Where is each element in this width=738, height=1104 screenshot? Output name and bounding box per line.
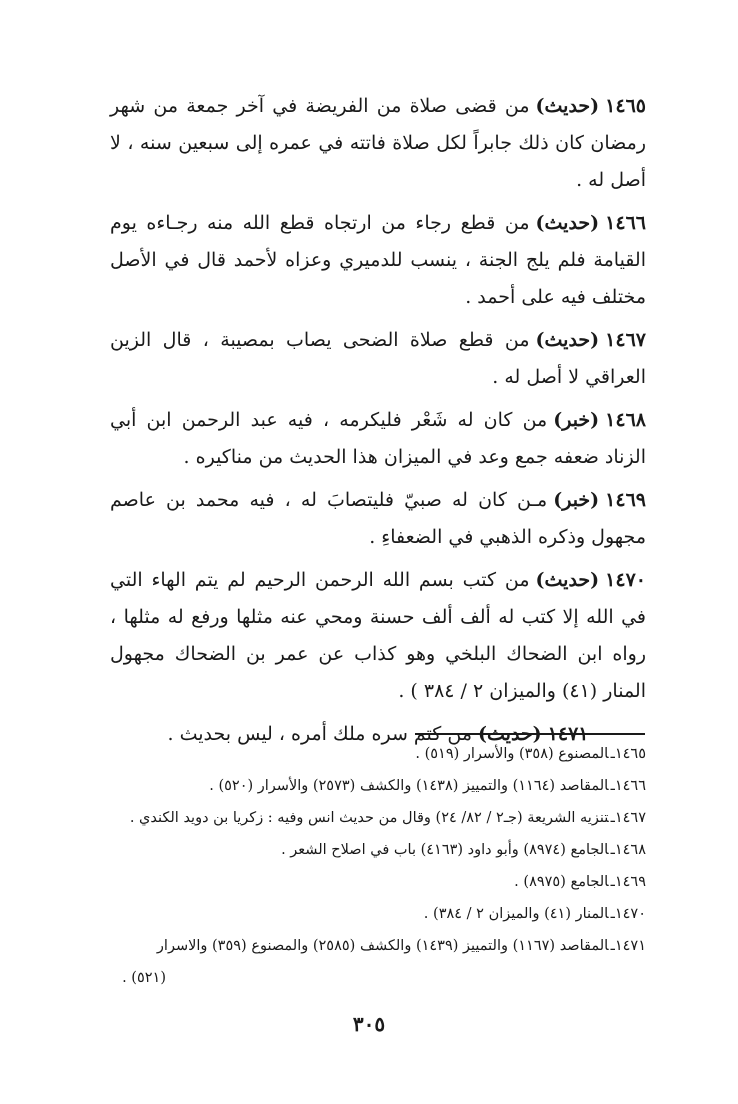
- footnote-number: ١٤٦٨: [614, 842, 646, 858]
- footnote-text: المقاصد (١١٦٤) والتمييز (١٤٣٨) والكشف (٢٥٧٣) والأسرار (٥٢٠) .: [209, 778, 609, 794]
- entry-1468: [110, 402, 646, 476]
- footnote-text: المقاصد (١١٦٧) والتمييز (١٤٣٩) والكشف (٢٥٨٥) والمصنوع (٣٥٩) والاسرار: [156, 938, 609, 954]
- entry-tag: (حديث): [535, 329, 600, 351]
- entry-text: من قضى صلاة من الفريضة في آخر جمعة من شهر رمضان كان ذلك جابراً لكل صلاة فاتته في عمره إلى سبعين سنه ، لا أصل له .: [110, 95, 646, 191]
- entry-number: ١٤٦٥: [605, 95, 646, 117]
- entry-tag: (حديث): [535, 569, 600, 591]
- footnote-dash: ـ: [610, 778, 615, 794]
- entry-text: مـن كان له صبيّ فليتصابَ له ، فيه محمد بن عاصم مجهول وذكره الذهبي في الضعفاءِ .: [110, 489, 646, 548]
- entry-text: من كتم سره ملك أمره ، ليس بحديث .: [167, 723, 473, 745]
- entry-number: ١٤٦٨: [605, 409, 646, 431]
- footnote-1465: [110, 738, 646, 770]
- footnote-number: ١٤٦٧: [614, 810, 646, 826]
- footnote-number: ١٤٦٩: [614, 874, 646, 890]
- footnote-dash: ـ: [610, 810, 615, 826]
- footnote-dash: ـ: [610, 746, 615, 762]
- footnote-1467: [110, 802, 646, 834]
- footnote-separator-line: [415, 733, 645, 735]
- entry-1467: [110, 322, 646, 396]
- footnote-dash: ـ: [610, 842, 615, 858]
- entry-1470: [110, 562, 646, 710]
- entry-tag: (حديث): [535, 212, 600, 234]
- footnote-1470: [110, 898, 646, 930]
- footnote-1471-continuation: (٥٢١) .: [122, 970, 166, 986]
- footnote-1471: [110, 930, 646, 962]
- page-number: ٣٠٥: [352, 1012, 386, 1036]
- entry-tag: (خبر): [553, 409, 600, 431]
- footnote-text: المصنوع (٣٥٨) والأسرار (٥١٩) .: [415, 746, 609, 762]
- footnote-1466: [110, 770, 646, 802]
- entry-number: ١٤٦٧: [605, 329, 646, 351]
- footnote-number: ١٤٦٥: [614, 746, 646, 762]
- entry-text: من كتب بسم الله الرحمن الرحيم لم يتم الهاء التي في الله إلا كتب له ألف ألف حسنة ومحي عنه مثلها ورفع له مثلها ، رواه ابن الضحاك البلخي وهو كذاب عن عمر بن الضحاك مجهول المنار (٤١) والميزان ٢ / ٣٨٤ ) .: [110, 569, 646, 702]
- footnote-dash: ـ: [610, 874, 615, 890]
- footnote-text: المنار (٤١) والميزان ٢ / ٣٨٤) .: [423, 906, 609, 922]
- entry-1469: [110, 482, 646, 556]
- entry-number: ١٤٧٠: [605, 569, 646, 591]
- main-text: [110, 88, 646, 759]
- entry-number: ١٤٦٩: [605, 489, 646, 511]
- footnote-1468: [110, 834, 646, 866]
- footnote-number: ١٤٦٦: [614, 778, 646, 794]
- footnote-text: الجامع (٨٩٧٥) .: [514, 874, 609, 890]
- entry-text: من كان له شَعْر فليكرمه ، فيه عبد الرحمن ابن أبي الزناد ضعفه جمع وعد في الميزان هذا الحديث من مناكيره .: [110, 409, 646, 468]
- footnote-number: ١٤٧١: [614, 938, 646, 954]
- entry-text: من قطع صلاة الضحى يصاب بمصيبة ، قال الزين العراقي لا أصل له .: [110, 329, 646, 388]
- entry-tag: (حديث): [478, 723, 542, 745]
- entry-1465: [110, 88, 646, 199]
- footnote-text: تنزيه الشريعة (جـ٢ / ٨٢/ ٢٤) وقال من حديث انس وفيه : زكريا بن دويد الكندي .: [129, 810, 609, 826]
- entry-tag: (خبر): [553, 489, 600, 511]
- footnote-text: الجامع (٨٩٧٤) وأبو داود (٤١٦٣) باب في اصلاح الشعر .: [281, 842, 609, 858]
- entry-text: من قطع رجاء من ارتجاه قطع الله منه رجـاءه يوم القيامة فلم يلج الجنة ، ينسب للدميري وعزاه لأحمد قال في الأصل مختلف فيه على أحمد .: [110, 212, 646, 308]
- footnote-number: ١٤٧٠: [614, 906, 646, 922]
- entry-number: ١٤٦٦: [605, 212, 646, 234]
- footnotes: [110, 738, 646, 994]
- footnote-1469: [110, 866, 646, 898]
- entry-1466: [110, 205, 646, 316]
- entry-tag: (حديث): [535, 95, 600, 117]
- footnote-dash: ـ: [610, 906, 615, 922]
- entry-number: ١٤٧١: [547, 723, 589, 745]
- footnote-dash: ـ: [610, 938, 615, 954]
